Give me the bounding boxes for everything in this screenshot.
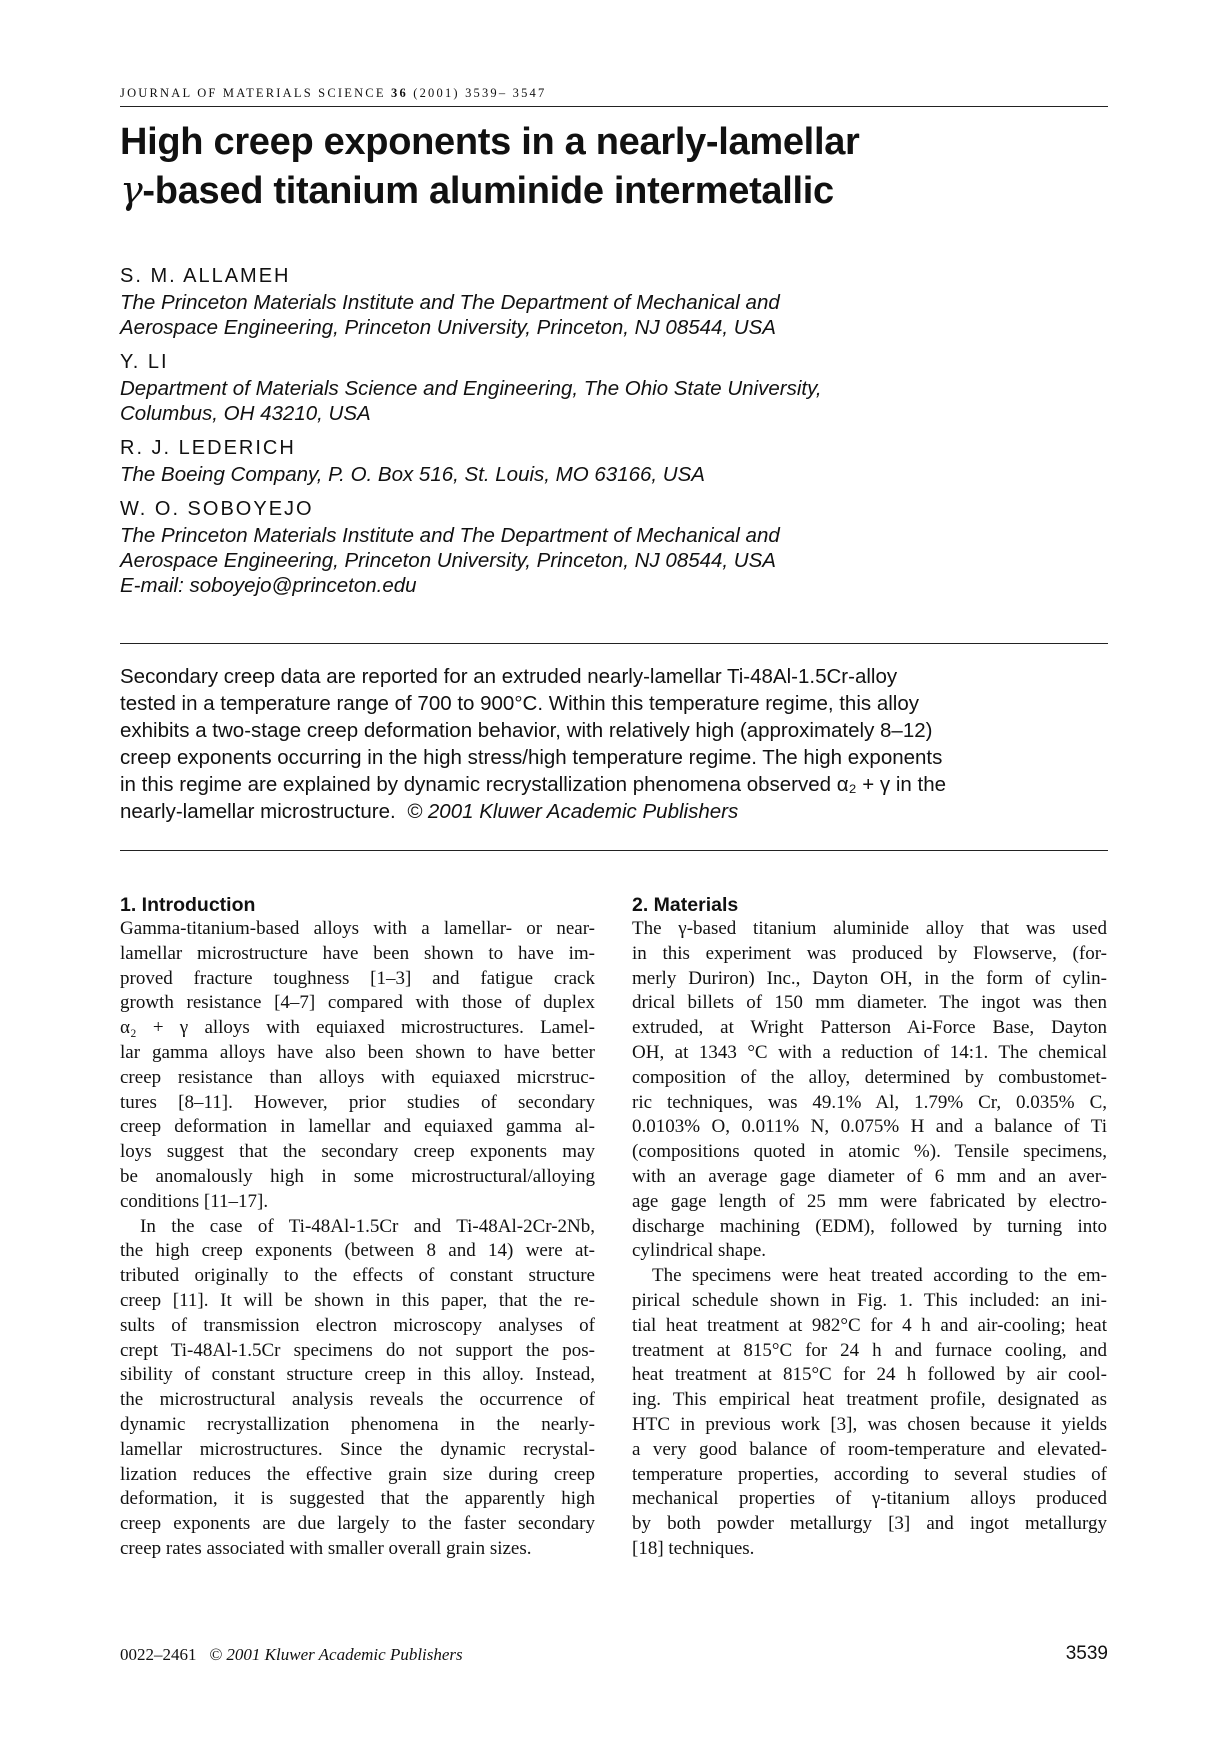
author-affiliation: Aerospace Engineering, Princeton University, Princeton, NJ 08544, USA <box>120 316 776 339</box>
text-line: conditions [11–17]. <box>120 1190 269 1212</box>
text-line: dynamic recrystallization phenomena in the nearly- <box>120 1413 595 1435</box>
abstract-copyright: © 2001 Kluwer Academic Publishers <box>407 800 739 823</box>
text-line: the high creep exponents (between 8 and 14) were at- <box>120 1240 595 1262</box>
text-line: extruded, at Wright Patterson Ai-Force Base, Dayton <box>632 1017 1107 1039</box>
author-list <box>120 262 1108 606</box>
text-line: by both powder metallurgy [3] and ingot metallurgy <box>632 1513 1107 1535</box>
abstract-line: creep exponents occurring in the high stress/high temperature regime. The high exponents <box>120 746 943 769</box>
text-line: lar gamma alloys have also been shown to have better <box>120 1041 595 1063</box>
author-block <box>120 434 1108 487</box>
column-left <box>120 892 595 1562</box>
text-line: with an average gage diameter of 6 mm and an aver- <box>632 1165 1107 1187</box>
header-rule <box>120 106 1108 107</box>
intro-paragraph-1 <box>120 917 595 1215</box>
author-affiliation: Columbus, OH 43210, USA <box>120 402 371 425</box>
text-line: loys suggest that the secondary creep exponents may <box>120 1141 595 1163</box>
author-affiliation: Department of Materials Science and Engineering, The Ohio State University, <box>120 377 822 400</box>
author-name: W. O. SOBOYEJO <box>120 498 314 520</box>
text-line: [18] techniques. <box>632 1537 755 1559</box>
abstract-bottom-rule <box>120 850 1108 851</box>
author-name: R. J. LEDERICH <box>120 437 296 459</box>
text-line: tial heat treatment at 982°C for 4 h and air-cooling; heat <box>632 1314 1107 1336</box>
author-affiliation: The Princeton Materials Institute and The Department of Mechanical and <box>120 524 780 547</box>
text-line: merly Duriron) Inc., Dayton OH, in the form of cylin- <box>632 967 1107 989</box>
text-line: proved fracture toughness [1–3] and fatigue crack <box>120 967 595 989</box>
abstract <box>120 663 1108 825</box>
text-line: 0.0103% O, 0.011% N, 0.075% H and a balance of Ti <box>632 1116 1107 1138</box>
title-line-2-text: -based titanium aluminide intermetallic <box>142 170 834 212</box>
text-line: In the case of Ti-48Al-1.5Cr and Ti-48Al-2Cr-2Nb, <box>140 1215 595 1237</box>
text-line: composition of the alloy, determined by combustomet- <box>632 1066 1107 1088</box>
text-line: discharge machining (EDM), followed by turning into <box>632 1215 1107 1237</box>
text-line: HTC in previous work [3], was chosen because it yields <box>632 1413 1107 1435</box>
footer-copyright: © 2001 Kluwer Academic Publishers <box>209 1645 463 1664</box>
materials-paragraph-1 <box>632 917 1107 1264</box>
text-line: a very good balance of room-temperature and elevated- <box>632 1438 1107 1460</box>
author-block <box>120 262 1108 340</box>
article-title <box>120 118 1108 215</box>
section-heading-materials: 2. Materials <box>632 894 739 916</box>
author-affiliation: The Princeton Materials Institute and The Department of Mechanical and <box>120 291 780 314</box>
text-line: cylindrical shape. <box>632 1240 767 1262</box>
gamma-symbol: γ <box>120 168 143 212</box>
author-email: E-mail: soboyejo@princeton.edu <box>120 574 417 597</box>
section-heading-introduction: 1. Introduction <box>120 894 256 916</box>
text-line: lamellar microstructures. Since the dynamic recrystal- <box>120 1438 595 1460</box>
text-line: ing. This empirical heat treatment profile, designated as <box>632 1389 1107 1411</box>
abstract-line: tested in a temperature range of 700 to 900°C. Within this temperature regime, this alloy <box>120 692 919 715</box>
text-line: be anomalously high in some microstructural/alloying <box>120 1165 595 1187</box>
text-line: treatment at 815°C for 24 h and furnace cooling, and <box>632 1339 1107 1361</box>
text-line: growth resistance [4–7] compared with those of duplex <box>120 992 595 1014</box>
text-line: in this experiment was produced by Flowserve, (for- <box>632 942 1107 964</box>
title-line-1: High creep exponents in a nearly-lamellar <box>120 121 860 163</box>
text-line: deformation, it is suggested that the apparently high <box>120 1488 595 1510</box>
text-line: crept Ti-48Al-1.5Cr specimens do not support the pos- <box>120 1339 595 1361</box>
text-line: creep resistance than alloys with equiaxed micrstruc- <box>120 1066 595 1088</box>
intro-paragraph-2 <box>120 1215 595 1562</box>
text-line: temperature properties, according to several studies of <box>632 1463 1107 1485</box>
text-line: lamellar microstructure have been shown to have im- <box>120 942 595 964</box>
text-line: lization reduces the effective grain size during creep <box>120 1463 595 1485</box>
text-line: drical billets of 150 mm diameter. The ingot was then <box>632 992 1107 1014</box>
text-line: creep [11]. It will be shown in this paper, that the re- <box>120 1289 595 1311</box>
abstract-top-rule <box>120 643 1108 644</box>
author-block <box>120 348 1108 426</box>
text-line: heat treatment at 815°C for 24 h followed by air cool- <box>632 1364 1107 1386</box>
journal-volume: 36 <box>391 86 408 100</box>
abstract-last-line: nearly-lamellar microstructure. <box>120 800 396 823</box>
text-line: the microstructural analysis reveals the occurrence of <box>120 1389 595 1411</box>
materials-paragraph-2 <box>632 1264 1107 1562</box>
journal-name: JOURNAL OF MATERIALS SCIENCE <box>120 86 386 100</box>
author-affiliation: Aerospace Engineering, Princeton University, Princeton, NJ 08544, USA <box>120 549 776 572</box>
text-line: creep rates associated with smaller overall grain sizes. <box>120 1537 532 1559</box>
text-line: Gamma-titanium-based alloys with a lamellar- or near- <box>120 918 595 939</box>
text-line: The specimens were heat treated according to the em- <box>652 1265 1107 1287</box>
footer-issn: 0022–2461 <box>120 1645 197 1664</box>
abstract-line: exhibits a two-stage creep deformation behavior, with relatively high (approximately 8–12) <box>120 719 933 742</box>
text-line: pirical schedule shown in Fig. 1. This included: an ini- <box>632 1289 1107 1311</box>
text-line: sults of transmission electron microscopy analyses of <box>120 1314 595 1336</box>
text-line: OH, at 1343 °C with a reduction of 14:1. The chemical <box>632 1041 1107 1063</box>
author-name: S. M. ALLAMEH <box>120 265 291 287</box>
text-line: sibility of constant structure creep in this alloy. Instead, <box>120 1364 595 1386</box>
text-line: α₂ + γ alloys with equiaxed microstructures. Lamel- <box>120 1017 595 1039</box>
abstract-line <box>120 798 1108 825</box>
page-number: 3539 <box>1065 1643 1108 1664</box>
journal-year-pages: (2001) 3539– 3547 <box>413 86 547 100</box>
text-line: (compositions quoted in atomic %). Tensile specimens, <box>632 1141 1107 1163</box>
column-right <box>632 892 1107 1562</box>
text-line: tributed originally to the effects of constant structure <box>120 1265 595 1287</box>
text-line: mechanical properties of γ-titanium alloys produced <box>632 1488 1107 1510</box>
title-line-2 <box>120 166 1108 215</box>
text-line: age gage length of 25 mm were fabricated by electro- <box>632 1190 1107 1212</box>
text-line: creep exponents are due largely to the faster secondary <box>120 1513 595 1535</box>
journal-header <box>120 86 1108 101</box>
author-affiliation: The Boeing Company, P. O. Box 516, St. Louis, MO 63166, USA <box>120 463 705 486</box>
author-block <box>120 495 1108 598</box>
text-line: ric techniques, was 49.1% Al, 1.79% Cr, 0.035% C, <box>632 1091 1107 1113</box>
text-line: tures [8–11]. However, prior studies of secondary <box>120 1091 595 1113</box>
author-name: Y. LI <box>120 351 169 373</box>
text-line: creep deformation in lamellar and equiaxed gamma al- <box>120 1116 595 1138</box>
footer-issn-copyright <box>120 1645 463 1665</box>
abstract-line: Secondary creep data are reported for an extruded nearly-lamellar Ti-48Al-1.5Cr-alloy <box>120 665 898 688</box>
abstract-line: in this regime are explained by dynamic recrystallization phenomena observed α₂ + γ in the <box>120 773 947 796</box>
text-line: The γ-based titanium aluminide alloy that was used <box>632 918 1107 939</box>
